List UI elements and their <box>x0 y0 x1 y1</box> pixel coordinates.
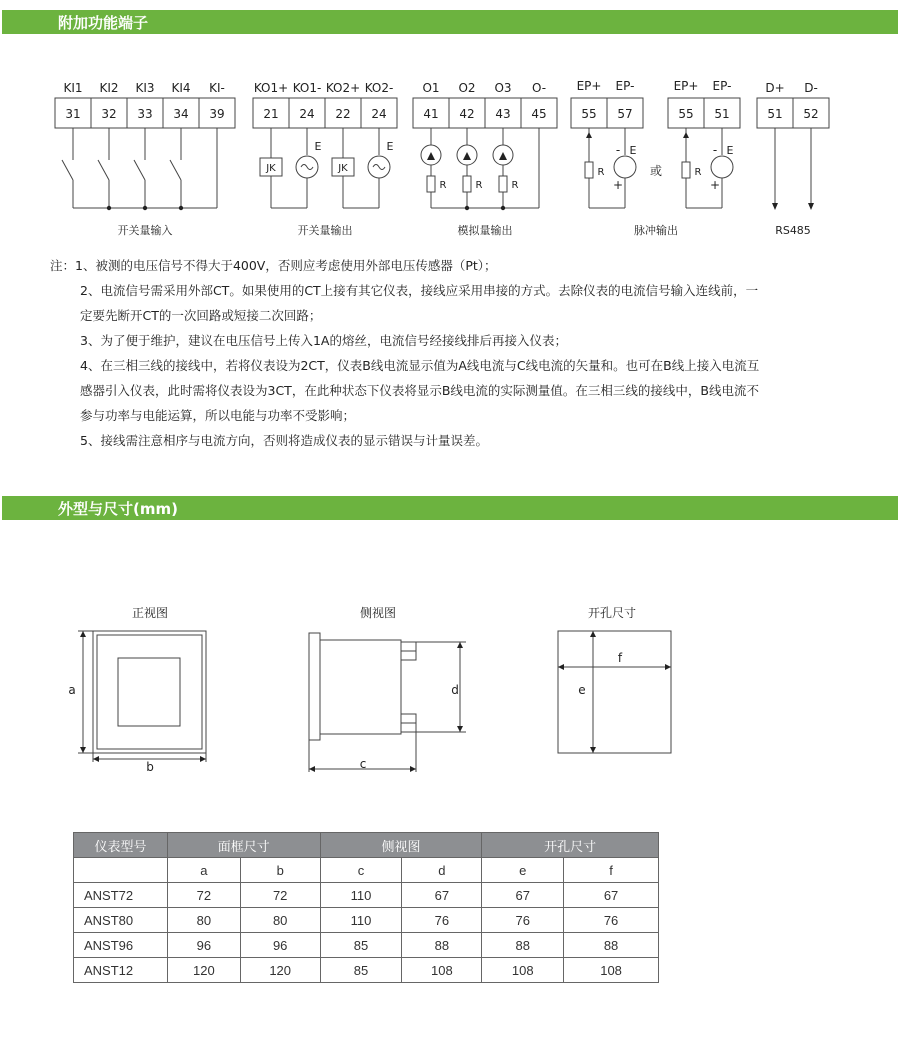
pulse-num: 57 <box>617 107 633 121</box>
di-num: 34 <box>173 107 189 121</box>
pulse-label: EP+ <box>576 79 602 93</box>
header-cutout: 开孔尺寸 <box>482 833 659 858</box>
pulse-num: 51 <box>714 107 730 121</box>
rs485-num: 51 <box>767 107 783 121</box>
table-cell: f <box>564 858 659 883</box>
note-line: 感器引入仪表，此时需将仪表设为3CT，在此种状态下仪表将显示B线电流的实际测量值。在三相三线的接线中，B线电流不 <box>80 383 759 398</box>
table-cell: 72 <box>240 883 320 908</box>
do-label: KO1+ <box>253 81 289 95</box>
table-cell: 67 <box>482 883 564 908</box>
do-num: 24 <box>371 107 387 121</box>
pulse-num: 55 <box>678 107 694 121</box>
caption-digital-input: 开关量输入 <box>117 224 173 237</box>
do-label: KO2+ <box>325 81 361 95</box>
pulse-label: EP- <box>712 79 732 93</box>
table-cell: 88 <box>482 933 564 958</box>
di-label: KI2 <box>99 81 119 95</box>
table-cell: 108 <box>402 958 482 983</box>
section-title: 附加功能端子 <box>58 14 149 32</box>
cutout-title: 开孔尺寸 <box>587 606 637 620</box>
table-cell: 108 <box>564 958 659 983</box>
table-cell: 76 <box>482 908 564 933</box>
dimension-drawings <box>0 590 900 780</box>
r-label: R <box>511 180 519 191</box>
do-num: 22 <box>335 107 351 121</box>
ao-label: O1 <box>422 81 440 95</box>
table-cell: 88 <box>402 933 482 958</box>
ao-num: 45 <box>531 107 547 121</box>
notes-section <box>50 253 860 453</box>
table-cell: 96 <box>167 933 240 958</box>
dim-label-b: b <box>146 760 154 774</box>
table-cell: 80 <box>240 908 320 933</box>
minus-label: - <box>712 143 718 157</box>
jk-label: JK <box>266 163 276 174</box>
table-cell: 110 <box>320 883 402 908</box>
terminal-wiring-diagram <box>0 0 900 250</box>
section-title: 外型与尺寸(mm) <box>58 500 178 518</box>
table-cell: a <box>167 858 240 883</box>
ao-num: 43 <box>495 107 511 121</box>
pulse-num: 55 <box>581 107 597 121</box>
e-label: E <box>726 144 734 157</box>
front-view-title: 正视图 <box>131 606 169 620</box>
rs485-num: 52 <box>803 107 819 121</box>
r-label: R <box>694 167 702 178</box>
note-line: 3、为了便于维护，建议在电压信号上传入1A的熔丝，电流信号经接线排后再接入仪表； <box>80 333 567 348</box>
table-cell: 72 <box>167 883 240 908</box>
table-cell: 120 <box>240 958 320 983</box>
note-line: 定要先断开CT的一次回路或短接二次回路； <box>80 308 322 323</box>
do-num: 21 <box>263 107 279 121</box>
caption-rs485: RS485 <box>775 224 811 237</box>
dim-label-d: d <box>451 683 459 697</box>
table-cell: b <box>240 858 320 883</box>
di-label: KI3 <box>135 81 155 95</box>
note-line: 2、电流信号需采用外部CT。如果使用的CT上接有其它仪表，接线应采用串接的方式。去除仪表的电流信号输入连线前，一 <box>80 283 759 298</box>
table-cell: 80 <box>167 908 240 933</box>
di-label: KI- <box>209 81 225 95</box>
pulse-label: EP+ <box>673 79 699 93</box>
table-cell: c <box>320 858 402 883</box>
note-line: 4、在三相三线的接线中，若将仪表设为2CT，仪表B线电流显示值为A线电流与C线电流的矢量和。也可在B线上接入电流互 <box>80 358 760 373</box>
table-cell: 76 <box>564 908 659 933</box>
table-cell: 85 <box>320 958 402 983</box>
jk-label: JK <box>338 163 348 174</box>
di-num: 39 <box>209 107 225 121</box>
dim-label-c: c <box>359 757 367 771</box>
table-cell: 67 <box>402 883 482 908</box>
ao-num: 42 <box>459 107 475 121</box>
table-cell: 120 <box>167 958 240 983</box>
do-num: 24 <box>299 107 315 121</box>
table-subheader-row <box>74 858 659 883</box>
table-cell: e <box>482 858 564 883</box>
e-label: E <box>314 140 322 153</box>
caption-analog-output: 模拟量输出 <box>457 224 513 237</box>
note-line: 5、接线需注意相序与电流方向，否则将造成仪表的显示错误与计量误差。 <box>80 433 488 448</box>
header-model: 仪表型号 <box>74 833 168 858</box>
pulse-label: EP- <box>615 79 635 93</box>
table-cell: 85 <box>320 933 402 958</box>
minus-label: - <box>615 143 621 157</box>
table-cell: 110 <box>320 908 402 933</box>
plus-label: + <box>709 178 721 192</box>
di-num: 32 <box>101 107 117 121</box>
plus-label: + <box>612 178 624 192</box>
table-cell: ANST72 <box>74 883 168 908</box>
di-label: KI4 <box>171 81 191 95</box>
table-row <box>74 883 659 908</box>
table-cell <box>74 858 168 883</box>
rs485-label: D- <box>804 81 818 95</box>
table-cell: ANST80 <box>74 908 168 933</box>
ao-label: O- <box>531 81 547 95</box>
caption-digital-output: 开关量输出 <box>297 224 353 237</box>
do-label: KO2- <box>364 81 394 95</box>
e-label: E <box>629 144 637 157</box>
or-label: 或 <box>649 164 663 178</box>
dim-label-a: a <box>68 683 76 697</box>
ao-num: 41 <box>423 107 439 121</box>
di-num: 33 <box>137 107 153 121</box>
r-label: R <box>439 180 447 191</box>
ao-label: O2 <box>458 81 476 95</box>
di-label: KI1 <box>63 81 83 95</box>
table-cell: d <box>402 858 482 883</box>
table-row <box>74 908 659 933</box>
section-header-dimensions <box>2 496 898 520</box>
ao-label: O3 <box>494 81 512 95</box>
table-cell: 108 <box>482 958 564 983</box>
table-cell: 88 <box>564 933 659 958</box>
dimension-table <box>73 832 659 983</box>
table-cell: 67 <box>564 883 659 908</box>
dim-label-f: f <box>617 651 623 665</box>
header-panel-size: 面框尺寸 <box>167 833 320 858</box>
header-side-view: 侧视图 <box>320 833 482 858</box>
do-label: KO1- <box>292 81 322 95</box>
table-cell: 96 <box>240 933 320 958</box>
r-label: R <box>597 167 605 178</box>
dim-label-e: e <box>578 683 586 697</box>
r-label: R <box>475 180 483 191</box>
table-cell: 76 <box>402 908 482 933</box>
table-cell: ANST96 <box>74 933 168 958</box>
di-num: 31 <box>65 107 81 121</box>
table-row <box>74 958 659 983</box>
caption-pulse-output: 脉冲输出 <box>634 224 678 237</box>
table-row <box>74 933 659 958</box>
note-line: 参与功率与电能运算，所以电能与功率不受影响； <box>80 408 356 423</box>
e-label: E <box>386 140 394 153</box>
note-line: 注：1、被测的电压信号不得大于400V，否则应考虑使用外部电压传感器（Pt）； <box>50 258 497 273</box>
rs485-label: D+ <box>765 81 785 95</box>
side-view-title: 侧视图 <box>359 606 397 620</box>
table-cell: ANST12 <box>74 958 168 983</box>
